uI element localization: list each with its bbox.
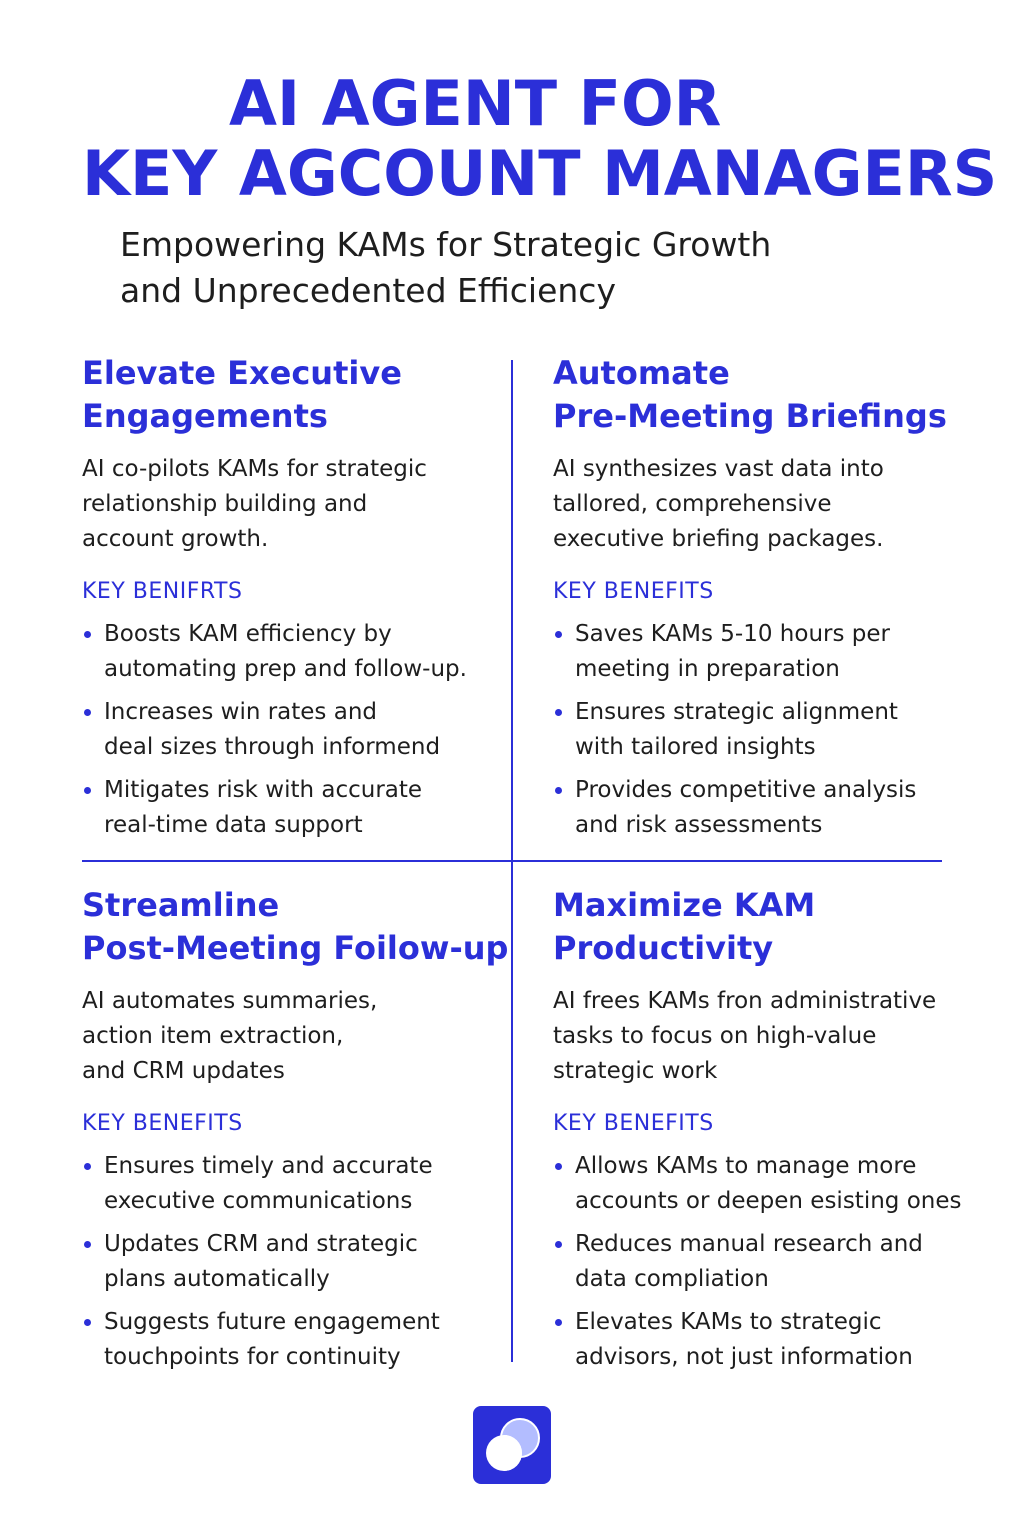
section-title-line: Engagements	[82, 397, 328, 435]
subtitle-line-2: and Unprecedented Efficiency	[120, 271, 616, 310]
benefit-item	[82, 773, 502, 843]
benefit-line: data compliation	[575, 1266, 769, 1292]
section-title-line: Post-Meeting Foilow-up	[82, 929, 509, 967]
benefits-list	[82, 617, 502, 843]
description-line: tasks to focus on high-value	[553, 1023, 877, 1049]
benefit-line: Ensures strategic alignment	[575, 699, 898, 725]
page-title-line-2: KEY AGCOUNT MANAGERS	[82, 137, 998, 210]
benefit-item	[82, 1227, 502, 1297]
benefits-label: KEY BENEFITS	[82, 1111, 243, 1136]
benefit-line: real-time data support	[104, 812, 363, 838]
section-title-line: Streamline	[82, 886, 280, 924]
description-line: AI synthesizes vast data into	[553, 456, 884, 482]
benefit-item	[553, 695, 973, 765]
benefit-line: automating prep and follow-up.	[104, 656, 467, 682]
benefit-line: deal sizes through informend	[104, 734, 441, 760]
benefits-list	[553, 1149, 973, 1375]
benefit-line: Ensures timely and accurate	[104, 1153, 433, 1179]
section-description	[553, 984, 973, 1089]
benefit-line: Provides competitive analysis	[575, 777, 917, 803]
benefit-item	[82, 695, 502, 765]
section-title-line: Pre-Meeting Briefings	[553, 397, 947, 435]
description-line: AI co-pilots KAMs for strategic	[82, 456, 427, 482]
subtitle-line-1: Empowering KAMs for Strategic Growth	[120, 225, 772, 264]
section-streamline-post-meeting-follow-up	[82, 884, 509, 1383]
section-title-line: Elevate Executive	[82, 354, 402, 392]
section-title	[553, 352, 973, 438]
benefit-line: touchpoints for continuity	[104, 1344, 401, 1370]
benefits-list	[82, 1149, 502, 1375]
benefits-list	[553, 617, 973, 843]
description-line: action item extraction,	[82, 1023, 344, 1049]
benefit-item	[553, 617, 973, 687]
benefit-item	[553, 1305, 973, 1375]
benefit-line: executive communications	[104, 1188, 413, 1214]
benefits-label: KEY BENEFITS	[553, 1111, 714, 1136]
section-automate-pre-meeting-briefings	[553, 352, 973, 851]
section-maximize-kam-productivity	[553, 884, 973, 1383]
benefit-line: advisors, not just information	[575, 1344, 913, 1370]
description-line: account growth.	[82, 526, 269, 552]
description-line: tallored, comprehensive	[553, 491, 832, 517]
benefit-line: Suggests future engagement	[104, 1309, 440, 1335]
description-line: strategic work	[553, 1058, 718, 1084]
benefit-line: Reduces manual research and	[575, 1231, 923, 1257]
section-elevate-executive-engagements	[82, 352, 502, 851]
benefit-item	[553, 1149, 973, 1219]
section-title	[82, 352, 502, 438]
benefit-line: Allows KAMs to manage more	[575, 1153, 917, 1179]
description-line: AI frees KAMs fron administrative	[553, 988, 937, 1014]
benefit-line: and risk assessments	[575, 812, 823, 838]
description-line: and CRM updates	[82, 1058, 285, 1084]
section-title-line: Productivity	[553, 929, 774, 967]
benefit-line: Updates CRM and strategic	[104, 1231, 418, 1257]
section-title-line: Automate	[553, 354, 730, 392]
section-title	[82, 884, 509, 970]
benefit-item	[553, 1227, 973, 1297]
benefit-item	[553, 773, 973, 843]
benefit-line: Mitigates risk with accurate	[104, 777, 423, 803]
benefit-item	[82, 1305, 502, 1375]
page-subtitle	[120, 222, 940, 314]
section-title	[553, 884, 973, 970]
benefit-line: Elevates KAMs to strategic	[575, 1309, 882, 1335]
benefit-line: plans automatically	[104, 1266, 330, 1292]
benefit-line: Boosts KAM efficiency by	[104, 621, 392, 647]
overlapping-circles-logo-icon	[473, 1406, 551, 1484]
section-title-line: Maximize KAM	[553, 886, 816, 924]
section-description	[553, 452, 973, 557]
section-description	[82, 984, 502, 1089]
horizontal-divider	[82, 860, 942, 862]
description-line: relationship building and	[82, 491, 368, 517]
description-line: AI automates summaries,	[82, 988, 378, 1014]
benefit-item	[82, 617, 502, 687]
benefits-label: KEY BENIFRTS	[82, 579, 243, 604]
benefit-line: Saves KAMs 5-10 hours per	[575, 621, 890, 647]
page-title-line-1: AI AGENT FOR	[229, 67, 722, 140]
benefit-line: Increases win rates and	[104, 699, 378, 725]
benefit-line: with tailored insights	[575, 734, 816, 760]
benefit-line: meeting in preparation	[575, 656, 840, 682]
benefits-label: KEY BENEFITS	[553, 579, 714, 604]
description-line: executive briefing packages.	[553, 526, 884, 552]
benefit-line: accounts or deepen esisting ones	[575, 1188, 962, 1214]
benefit-item	[82, 1149, 502, 1219]
section-description	[82, 452, 502, 557]
